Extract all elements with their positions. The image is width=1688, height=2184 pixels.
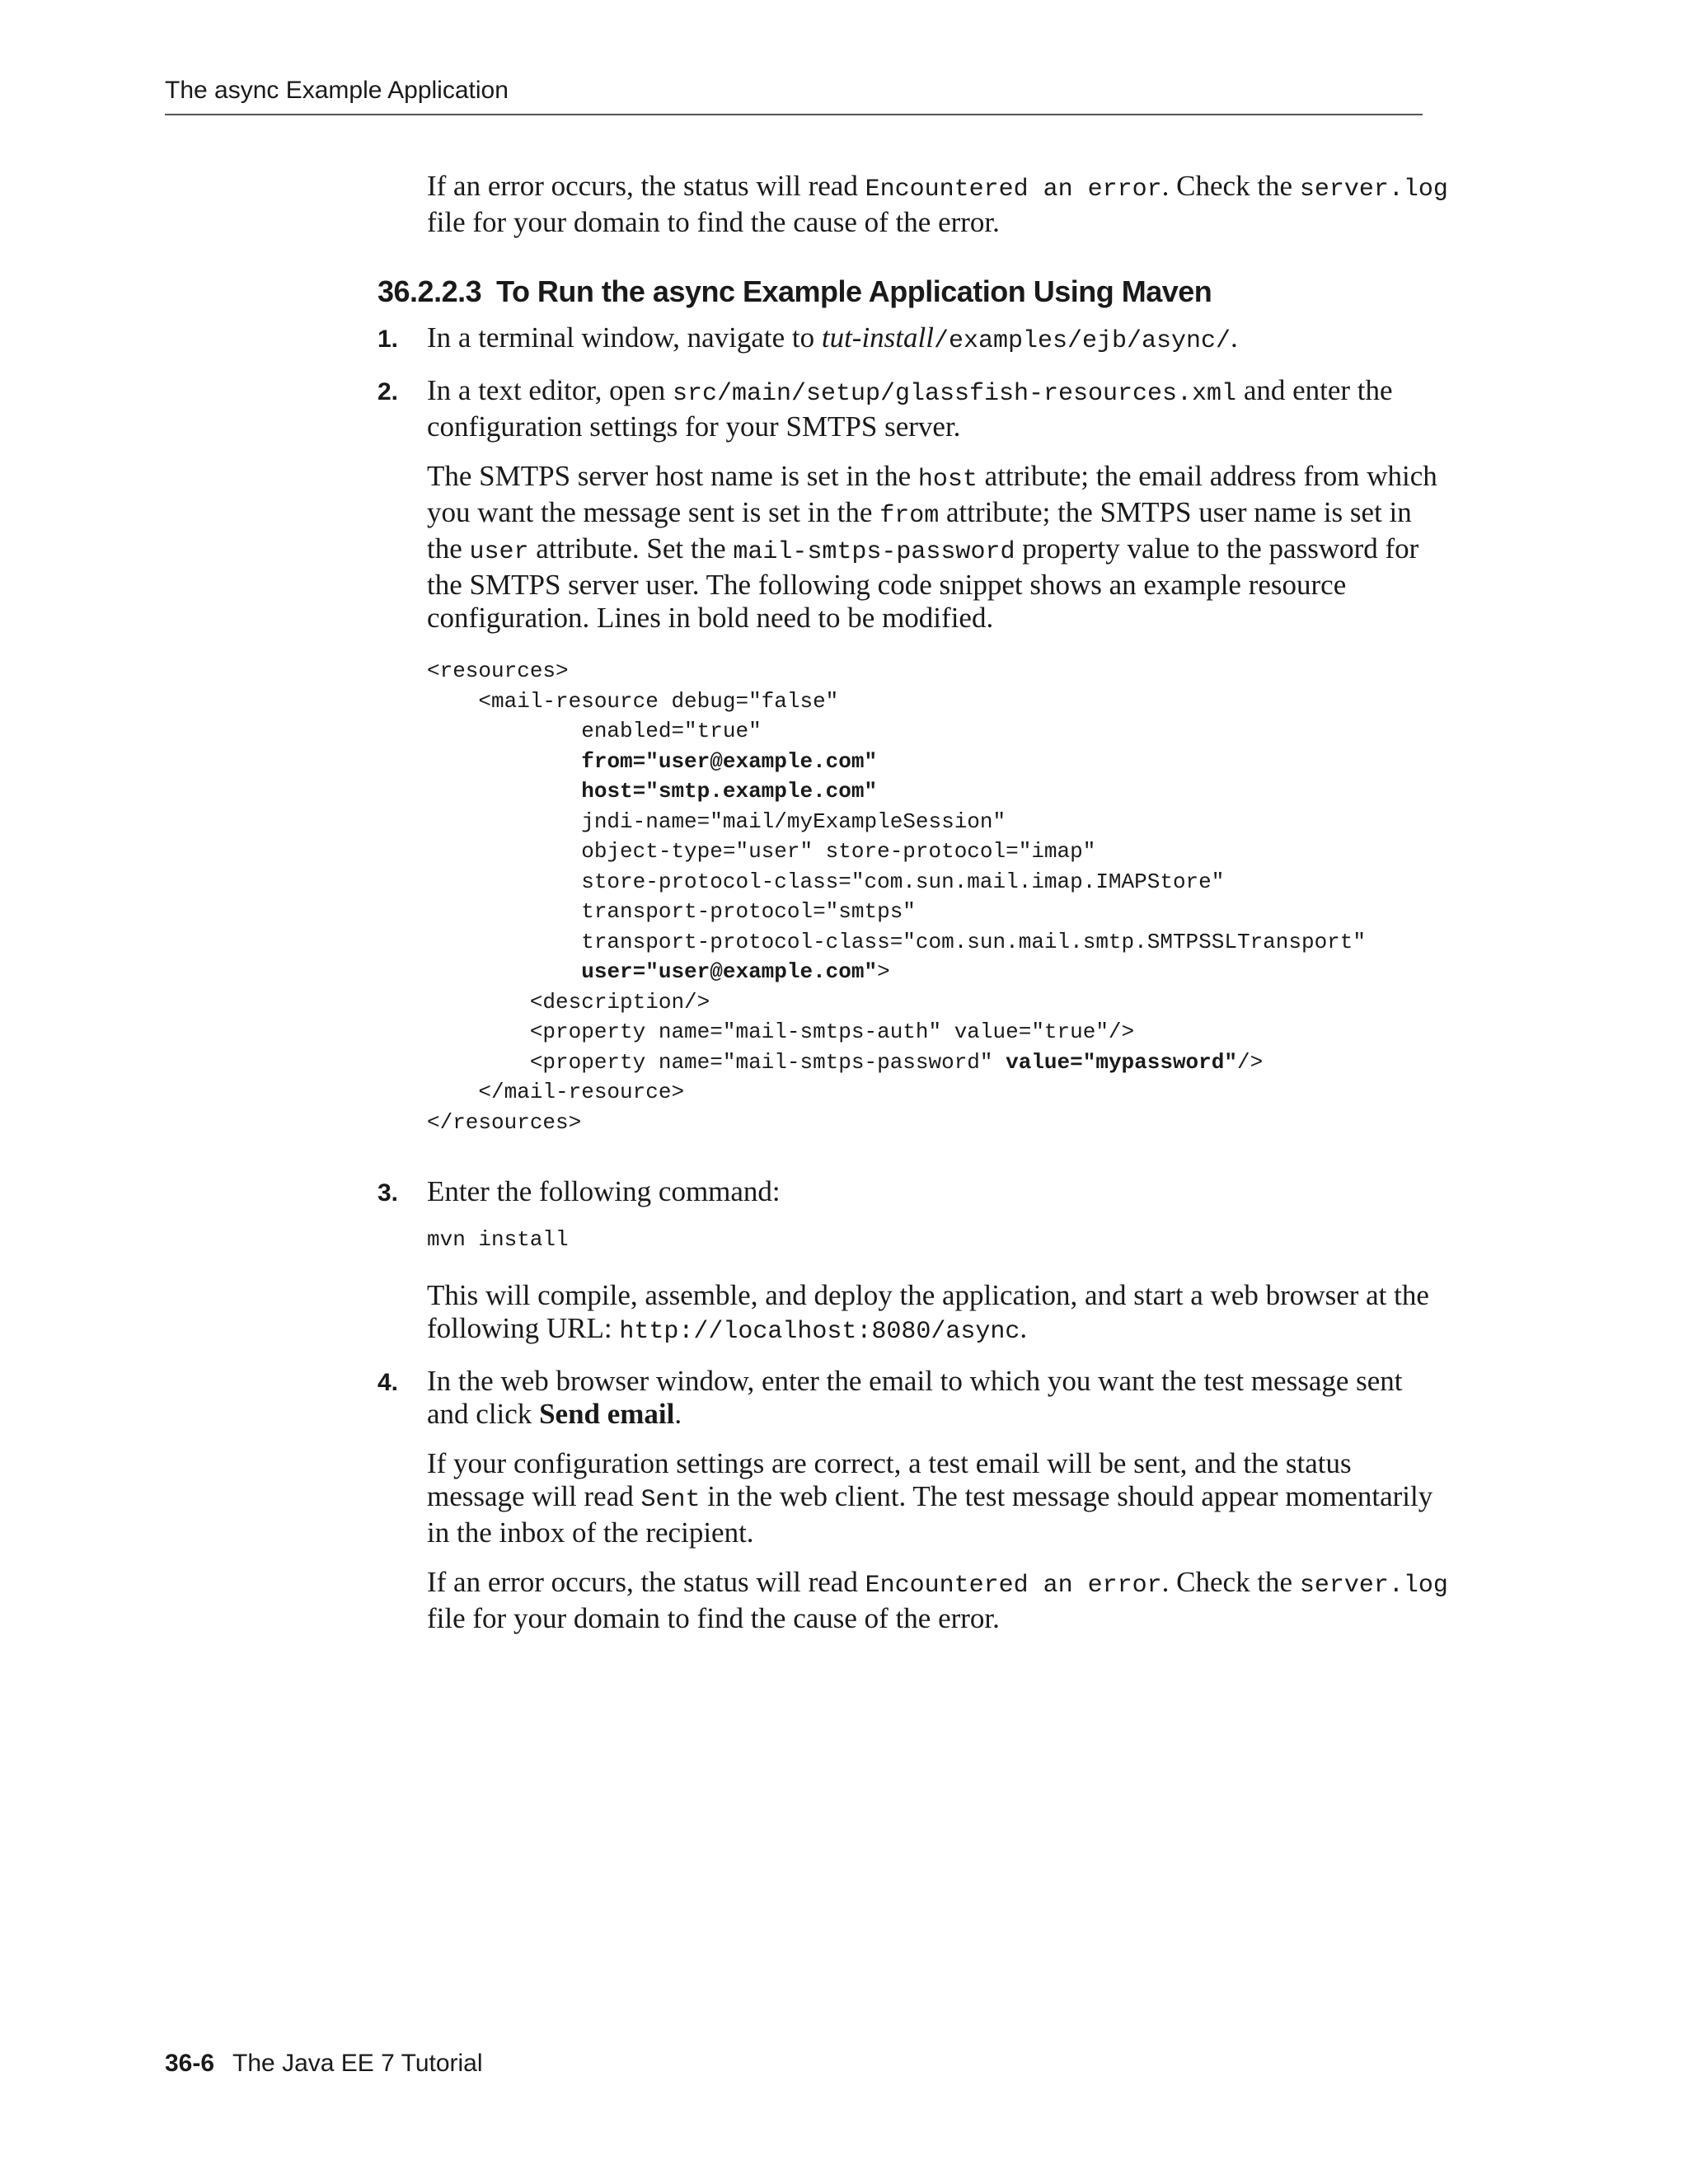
step-3: [377, 1175, 1449, 1348]
section-heading: [377, 274, 1449, 310]
step-number: 1.: [377, 326, 399, 353]
code-snippet: <resources> <mail-resource debug="false" enabled="true" from="user@example.com" host="smtp.example.com" jndi-name="mail/myExampleSession" object-type="user" store-protocol="imap" store-protocol-class="com.sun.mail.imap.IMAPStore" transport-protocol="smtps" transport-protocol-class="com.sun.mail.smtp.SMTPSSLTransport" user="user@example.com"> <description/> <property name="mail-smtps-auth" value="true"/> <property name="mail-smtps-password" value="mypassword"/> </mail-resource> </resources>: [427, 658, 1366, 1135]
step-4: [377, 1365, 1449, 1635]
step-2: [377, 374, 1449, 1137]
step-paragraph: If your configuration settings are correct, a test email will be sent, and the status message will read Sent in the web client. The test message should appear momentarily in the inbox of the recipient.: [427, 1447, 1433, 1549]
step-1: [377, 321, 1449, 358]
intro-paragraph: If an error occurs, the status will read Encountered an error. Check the server.log file for your domain to find the cause of the error.: [427, 170, 1448, 238]
step-text: In the web browser window, enter the email to which you want the test message sent and click Send email.: [427, 1365, 1403, 1430]
step-paragraph: If an error occurs, the status will read Encountered an error. Check the server.log file for your domain to find the cause of the error.: [427, 1566, 1448, 1634]
step-paragraph: The SMTPS server host name is set in the host attribute; the email address from which you want the message sent is set in the from attribute; the SMTPS user name is set in the user attribute. Set the mail-smtps-password property value to the password for the SMTPS server user. The following code snippet shows an example resource configuration. Lines in bold need to be modified.: [427, 460, 1437, 634]
running-title: The async Example Application: [165, 77, 509, 104]
running-header: [165, 76, 1423, 115]
page-number: 36-6: [165, 2050, 215, 2077]
page-footer: [165, 2049, 483, 2079]
step-text: In a terminal window, navigate to tut-install/examples/ejb/async/.: [427, 321, 1238, 355]
page-content: [377, 170, 1449, 1652]
section-number: 36.2.2.3: [377, 274, 482, 308]
step-paragraph: This will compile, assemble, and deploy the application, and start a web browser at the following URL: http://localhost:8080/async.: [427, 1279, 1429, 1346]
steps-list: [377, 321, 1449, 1635]
step-number: 4.: [377, 1369, 399, 1396]
step-text: In a text editor, open src/main/setup/glassfish-resources.xml and enter the configuration settings for your SMTPS server.: [427, 374, 1393, 443]
step-text: Enter the following command:: [427, 1175, 781, 1207]
command-snippet: mvn install: [427, 1227, 569, 1252]
step-number: 3.: [377, 1179, 399, 1207]
book-title: The Java EE 7 Tutorial: [232, 2050, 483, 2077]
section-title: To Run the async Example Application Using Maven: [496, 274, 1212, 308]
step-number: 2.: [377, 378, 399, 405]
